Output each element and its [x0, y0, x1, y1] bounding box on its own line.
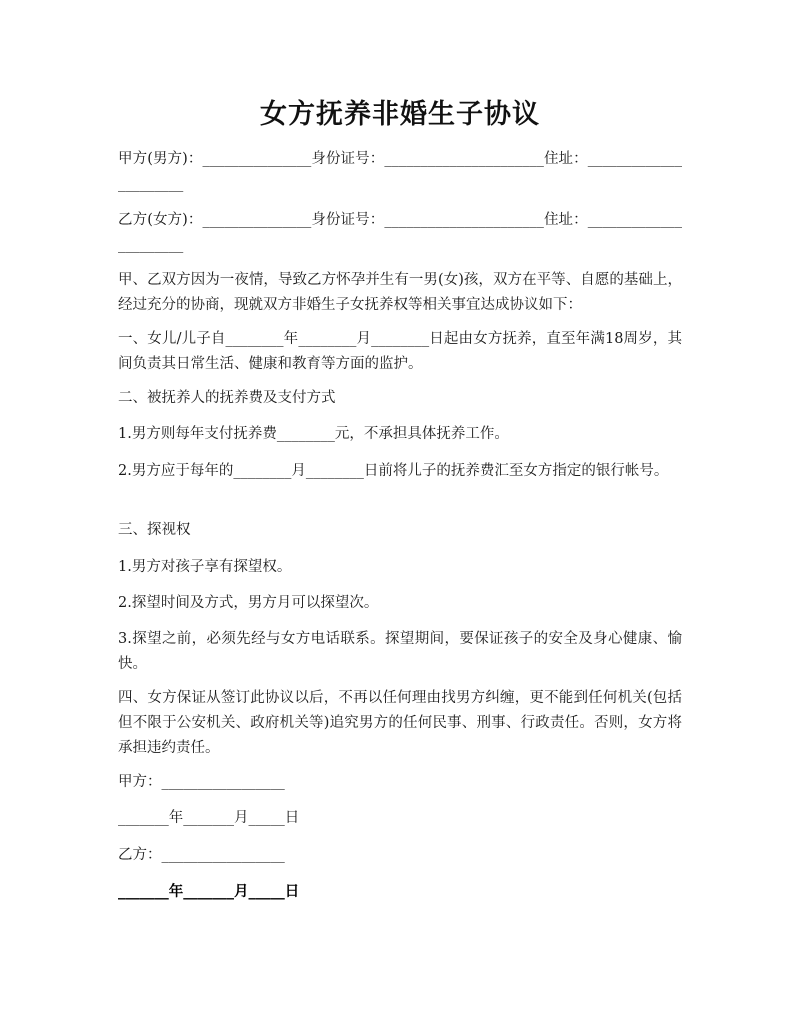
party-a-info: 甲方(男方)：_______________身份证号：______________________住址：______________________ — [118, 151, 682, 192]
party-b-info: 乙方(女方)：_______________身份证号：______________________住址：______________________ — [118, 212, 682, 253]
document-title: 女方抚养非婚生子协议 — [260, 99, 540, 130]
clause-1: 一、女儿/儿子自________年________月________日起由女方抚养，直至年满18周岁，其间负责其日常生活、健康和教育等方面的监护。 — [118, 331, 682, 372]
clause-3-2: 2.探望时间及方式，男方月可以探望次。 — [118, 595, 379, 611]
party-b-signature: 乙方：_________________ — [118, 847, 285, 863]
clause-3-3: 3.探望之前，必须先经与女方电话联系。探望期间，要保证孩子的安全及身心健康、愉快。 — [118, 631, 682, 672]
clause-4: 四、女方保证从签订此协议以后，不再以任何理由找男方纠缠，更不能到任何机关(包括但不限于公安机关、政府机关等)追究男方的任何民事、刑事、行政责任。否则，女方将承担违约责任。 — [118, 690, 682, 756]
clause-3-heading: 三、探视权 — [118, 522, 191, 538]
party-a-signature: 甲方：_________________ — [118, 774, 285, 790]
party-a-date: _______年_______月_____日 — [118, 810, 300, 826]
clause-2-heading: 二、被抚养人的抚养费及支付方式 — [118, 390, 336, 406]
clause-2-1: 1.男方则每年支付抚养费________元，不承担具体抚养工作。 — [118, 426, 509, 442]
clause-2-2: 2.男方应于每年的________月________日前将儿子的抚养费汇至女方指定的银行帐号。 — [118, 463, 669, 479]
intro-paragraph: 甲、乙双方因为一夜情，导致乙方怀孕并生有一男(女)孩，双方在平等、自愿的基础上，经过充分的协商，现就双方非婚生子女抚养权等相关事宜达成协议如下： — [118, 272, 682, 313]
clause-3-1: 1.男方对孩子享有探望权。 — [118, 559, 292, 575]
party-b-date: _______年_______月_____日 — [118, 883, 300, 900]
